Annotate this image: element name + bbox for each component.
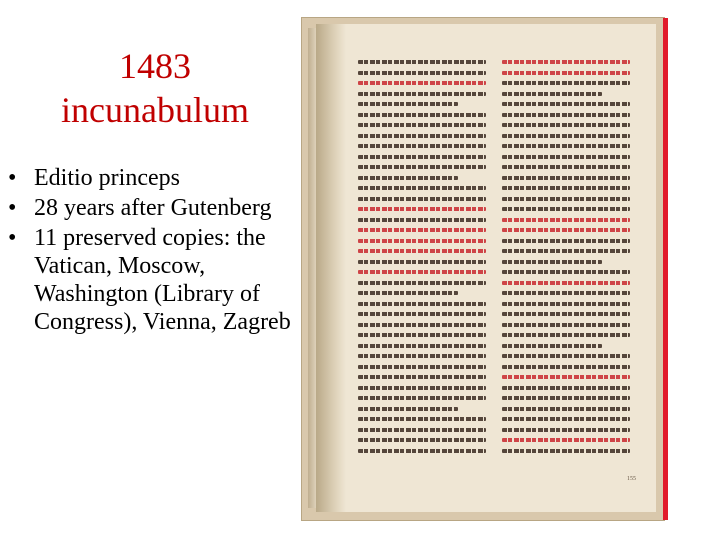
printed-text-line	[502, 218, 630, 222]
printed-text-line	[358, 396, 486, 400]
bullet-icon: •	[8, 165, 17, 191]
printed-text-line	[358, 312, 486, 316]
bullet-item	[8, 224, 298, 336]
printed-text-line	[502, 197, 630, 201]
printed-text-line	[502, 228, 630, 232]
printed-text-line	[358, 270, 486, 274]
printed-text-line	[502, 312, 630, 316]
printed-text-line	[502, 323, 630, 327]
printed-text-line	[358, 71, 486, 75]
printed-text-line	[502, 92, 602, 96]
printed-text-line	[502, 134, 630, 138]
printed-text-line	[502, 155, 630, 159]
title-year: 1483	[119, 46, 191, 86]
printed-text-line	[358, 144, 486, 148]
printed-text-line	[358, 354, 486, 358]
printed-text-line	[502, 396, 630, 400]
printed-text-line	[502, 270, 630, 274]
printed-text-line	[502, 60, 630, 64]
printed-text-line	[502, 239, 630, 243]
bullet-item	[8, 194, 298, 222]
printed-text-line	[502, 428, 630, 432]
printed-text-line	[502, 260, 602, 264]
book-page	[316, 24, 656, 512]
printed-text-line	[358, 239, 486, 243]
printed-text-line	[502, 281, 630, 285]
printed-text-line	[358, 102, 458, 106]
printed-text-line	[358, 438, 486, 442]
printed-text-line	[502, 165, 630, 169]
printed-text-line	[358, 365, 486, 369]
printed-text-line	[358, 207, 486, 211]
printed-text-line	[358, 123, 486, 127]
printed-text-line	[502, 123, 630, 127]
printed-text-line	[502, 207, 630, 211]
printed-text-line	[502, 417, 630, 421]
text-column-left	[358, 60, 486, 459]
bullet-text: Editio princeps	[34, 165, 180, 191]
printed-text-line	[358, 113, 486, 117]
printed-text-line	[502, 365, 630, 369]
printed-text-line	[502, 291, 630, 295]
bullet-item	[8, 164, 298, 192]
printed-text-line	[502, 144, 630, 148]
printed-text-line	[358, 344, 486, 348]
printed-text-line	[358, 407, 458, 411]
book-cover-edge	[663, 18, 668, 520]
printed-text-line	[502, 81, 630, 85]
printed-text-line	[358, 134, 486, 138]
printed-text-line	[358, 92, 486, 96]
bullet-text: 28 years after Gutenberg	[34, 195, 272, 221]
printed-text-line	[358, 302, 486, 306]
printed-text-line	[358, 260, 486, 264]
printed-text-line	[358, 291, 458, 295]
printed-text-line	[502, 186, 630, 190]
printed-text-line	[502, 344, 602, 348]
printed-text-line	[502, 249, 630, 253]
printed-text-line	[358, 323, 486, 327]
printed-text-line	[358, 186, 486, 190]
printed-text-line	[358, 197, 486, 201]
title-word: incunabulum	[61, 90, 249, 130]
printed-text-line	[358, 281, 486, 285]
slide-title	[20, 44, 290, 132]
printed-text-line	[502, 407, 630, 411]
printed-text-line	[358, 165, 486, 169]
page-number: 155	[627, 476, 636, 482]
printed-text-line	[358, 417, 486, 421]
printed-text-line	[502, 375, 630, 379]
bullet-icon: •	[8, 225, 17, 251]
printed-text-line	[358, 428, 486, 432]
printed-text-line	[358, 228, 486, 232]
printed-text-line	[358, 249, 486, 253]
printed-text-line	[502, 386, 630, 390]
incunabulum-photo	[302, 18, 664, 520]
printed-text-line	[358, 449, 486, 453]
page-gutter	[316, 24, 346, 512]
printed-text-line	[358, 176, 458, 180]
printed-text-line	[358, 375, 486, 379]
printed-text-line	[502, 71, 630, 75]
printed-text-line	[502, 176, 630, 180]
printed-text-line	[502, 113, 630, 117]
printed-text-line	[502, 354, 630, 358]
bullet-text: 11 preserved copies: the Vatican, Moscow, Washington (Library of Congress), Vienna, Zagreb	[34, 225, 291, 335]
printed-text-line	[358, 218, 486, 222]
printed-text-line	[358, 386, 486, 390]
printed-text-line	[358, 81, 486, 85]
printed-text-line	[358, 155, 486, 159]
printed-text-line	[502, 102, 630, 106]
bullet-list	[8, 164, 298, 338]
printed-text-line	[502, 438, 630, 442]
printed-text-line	[358, 60, 486, 64]
printed-text-line	[502, 333, 630, 337]
printed-text-line	[358, 333, 486, 337]
text-column-right	[502, 60, 630, 459]
printed-text-line	[502, 302, 630, 306]
bullet-icon: •	[8, 195, 17, 221]
printed-text-line	[502, 449, 630, 453]
